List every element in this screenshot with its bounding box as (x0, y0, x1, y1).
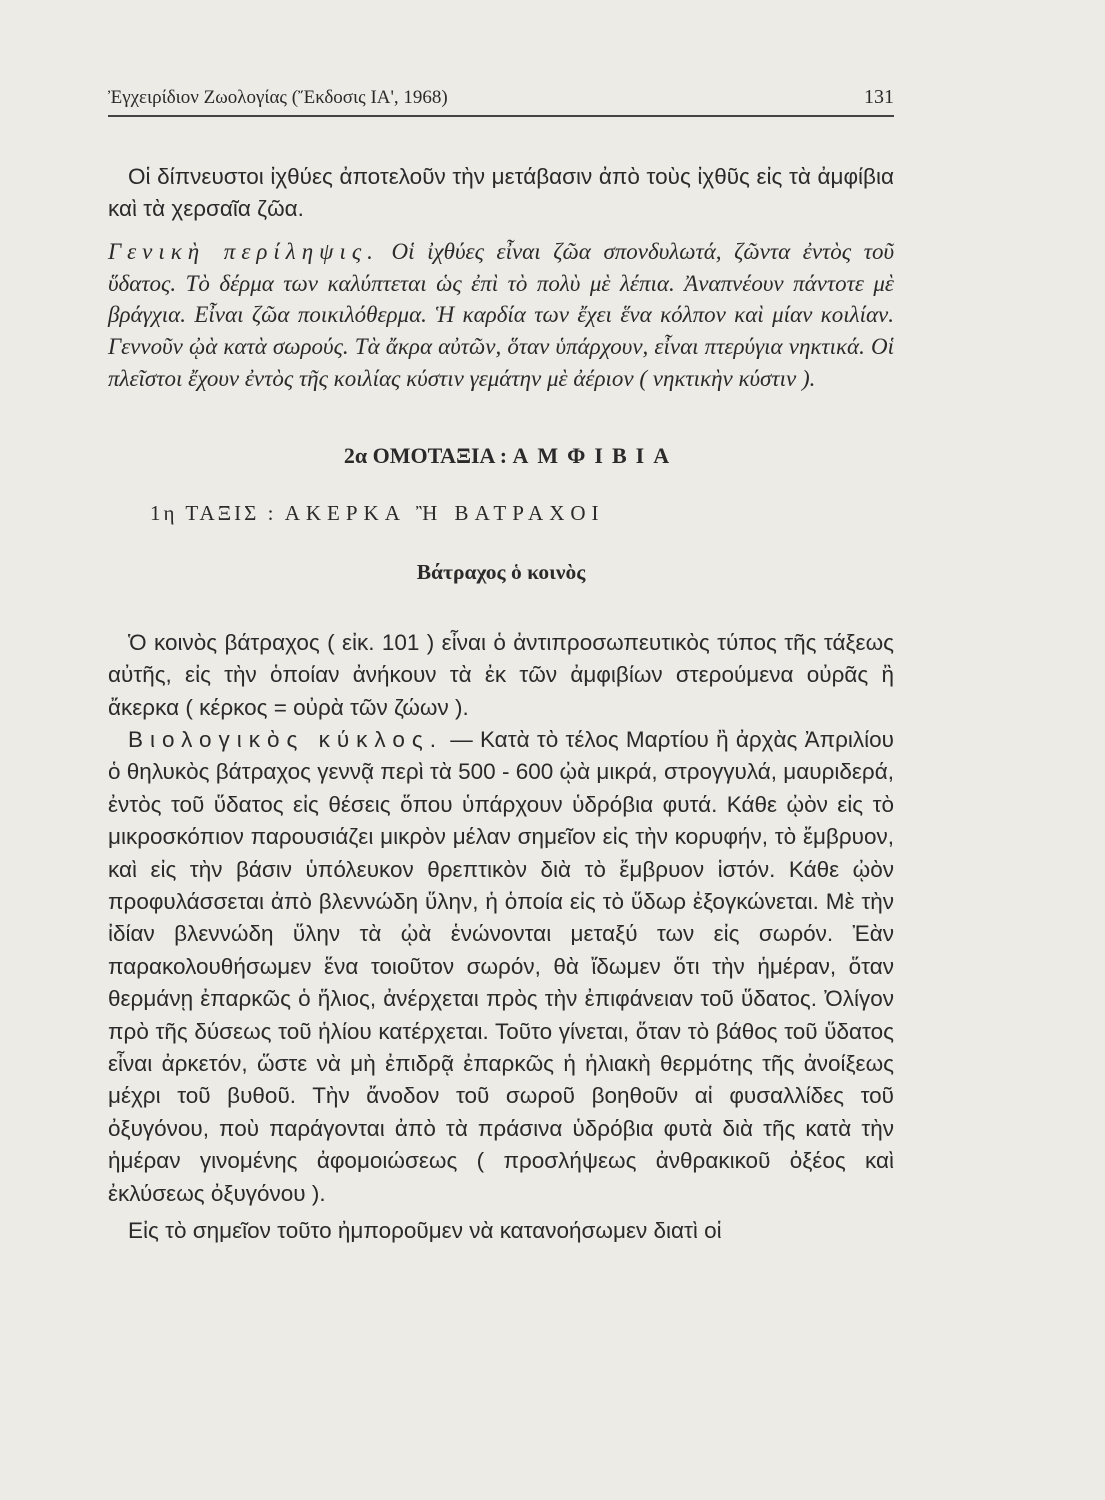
life-cycle-text: — Κατὰ τὸ τέλος Μαρτίου ἢ ἀρχὰς Ἀπριλίου ὁ θηλυκὸς βάτραχος γεννᾷ περὶ τὰ 500 - 600 ᾠὰ μικρά, στρογγυλά, μαυριδερά, ἐντὸς τοῦ ὕδατος εἰς θέσεις ὅπου ὑπάρχουν ὑδρόβια φυτά. Κάθε ᾠὸν εἰς τὸ μικροσκόπιον παρουσιάζει μικρὸν μέλαν σημεῖον εἰς τὴν κορυφήν, τὸ ἔμβρυον, καὶ εἰς τὴν βάσιν ὑπόλευκον θρεπτικὸν διὰ τὸ ἔμβρυον ἱστόν. Κάθε ᾠὸν προφυλάσσεται ἀπὸ βλεννώδη ὕλην, ἡ ὁποία εἰς τὸ ὕδωρ ἐξογκώνεται. Μὲ τὴν ἰδίαν βλεννώδη ὕλην τὰ ᾠὰ ἑνώνονται μεταξύ των εἰς σωρόν. Ἐὰν παρακολουθήσωμεν ἕνα τοιοῦτον σωρόν, θὰ ἴδωμεν ὅτι τὴν ἡμέραν, ὅταν θερμάνῃ ἐπαρκῶς ὁ ἥλιος, ἀνέρχεται πρὸς τὴν ἐπιφάνειαν τοῦ ὕδατος. Ὀλίγον πρὸ τῆς δύσεως τοῦ ἡλίου κατέρχεται. Τοῦτο γίνεται, ὅταν τὸ βάθος τοῦ ὕδατος εἶναι ἀρκετόν, ὥστε νὰ μὴ ἐπιδρᾷ ἐπαρκῶς ἡ ἡλιακὴ θερμότης τῆς ἀνοίξεως μέχρι τοῦ βυθοῦ. Τὴν ἄνοδον τοῦ σωροῦ βοηθοῦν αἱ φυσαλλίδες τοῦ ὀξυγόνου, ποὺ παράγονται ἀπὸ τὰ πράσινα ὑδρόβια φυτὰ διὰ τῆς κατὰ τὴν ἡμέραν γινομένης ἀφομοιώσεως ( προσλήψεως ἀνθρακικοῦ ὀξέος καὶ ἐκλύσεως ὀξυγόνου ). (108, 727, 894, 1206)
species-heading: Βάτραχος ὁ κοινὸς (416, 559, 586, 584)
life-cycle-lead: Βιολογικὸς κύκλος. (128, 727, 443, 753)
class-heading-prefix: 2α ΟΜΟΤΑΞΙΑ : (343, 442, 508, 468)
class-heading-name: ΑΜΦΙΒΙΑ (512, 442, 679, 468)
class-heading (108, 443, 894, 469)
running-header (108, 86, 894, 117)
order-heading-prefix: 1η ΤΑΞΙΣ : (150, 500, 277, 525)
page-number: 131 (864, 86, 894, 108)
intro-paragraph: Οἱ δίπνευστοι ἰχθύες ἀποτελοῦν τὴν μετάβασιν ἀπὸ τοὺς ἰχθῦς εἰς τὰ ἀμφίβια καὶ τὰ χερσαῖα ζῶα. (108, 164, 894, 222)
order-heading (108, 501, 894, 526)
book-title: Ἐγχειρίδιον Ζωολογίας (Ἔκδοσις ΙΑ', 1968) (108, 87, 448, 108)
life-cycle-paragraph (108, 724, 894, 1210)
general-summary-lead: Γενικὴ περίληψις. (108, 238, 379, 264)
order-heading-name: ΑΚΕΡΚΑ Ἢ ΒΑΤΡΑΧΟΙ (284, 500, 605, 525)
general-summary-paragraph (108, 236, 894, 395)
general-summary-text: Οἱ ἰχθύες εἶναι ζῶα σπονδυλωτά, ζῶντα ἐντὸς τοῦ ὕδατος. Τὸ δέρμα των καλύπτεται ὡς ἐπὶ τὸ πολὺ μὲ λέπια. Ἀναπνέουν πάντοτε μὲ βράγχια. Εἶναι ζῶα ποικιλόθερμα. Ἡ καρδία των ἔχει ἕνα κόλπον καὶ μίαν κοιλίαν. Γεννοῦν ᾠὰ κατὰ σωρούς. Τὰ ἄκρα αὐτῶν, ὅταν ὑπάρχουν, εἶναι πτερύγια νηκτικά. Οἱ πλεῖστοι ἔχουν ἐντὸς τῆς κοιλίας κύστιν γεμάτην μὲ ἀέριον ( νηκτικὴν κύστιν ). (108, 238, 894, 391)
body-paragraph: Ὁ κοινὸς βάτραχος ( εἰκ. 101 ) εἶναι ὁ ἀντιπροσωπευτικὸς τύπος τῆς τάξεως αὐτῆς, εἰς τὴν ὁποίαν ἀνήκουν τὰ ἐκ τῶν ἀμφιβίων στερούμενα οὐρᾶς ἢ ἄκερκα ( κέρκος = οὐρὰ τῶν ζώων ). (108, 629, 894, 720)
book-page (108, 86, 894, 1466)
closing-paragraph: Εἰς τὸ σημεῖον τοῦτο ἠμποροῦμεν νὰ κατανοήσωμεν διατὶ οἱ (128, 1218, 722, 1244)
